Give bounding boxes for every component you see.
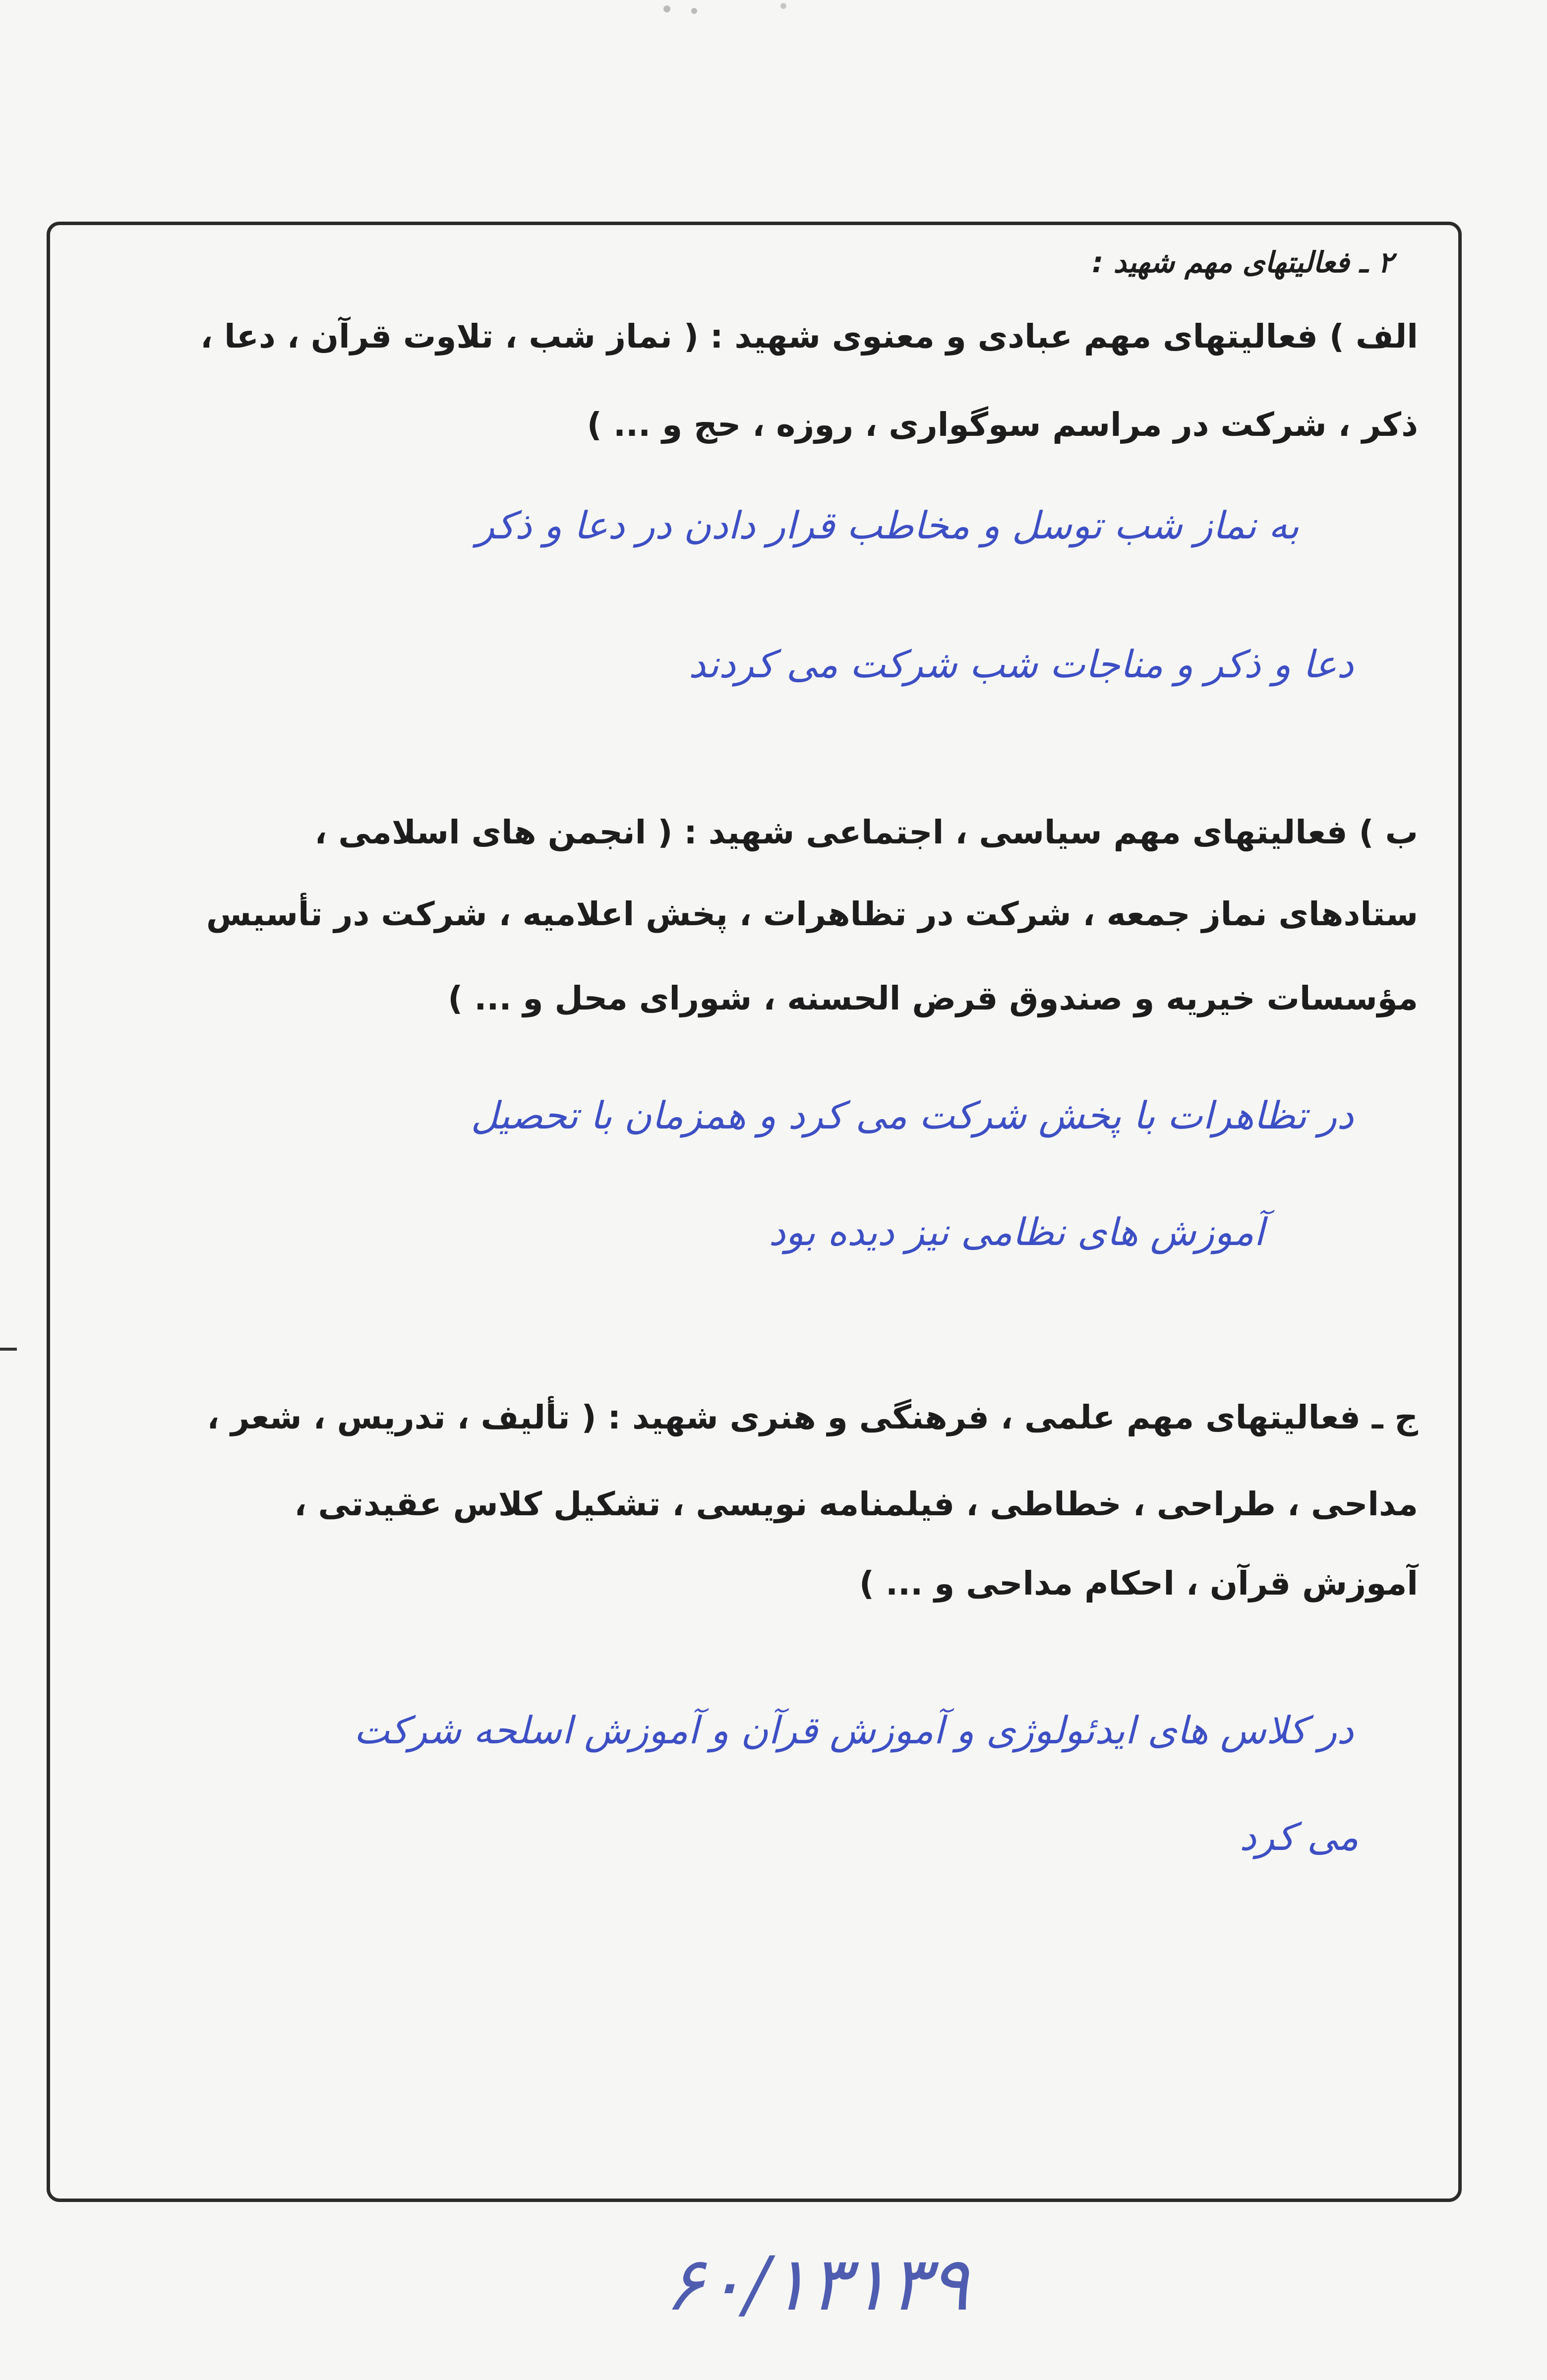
handwritten-answer-b-2: آموزش های نظامی نیز دیده بود xyxy=(769,1210,1264,1254)
handwritten-answer-c-1: در کلاس های ایدئولوژی و آموزش قرآن و آموزش اسلحه شرکت xyxy=(354,1708,1354,1752)
handwritten-answer-c-2: می کرد xyxy=(1239,1815,1359,1859)
margin-tick xyxy=(0,1348,17,1351)
section-a-line-2: ذکر ، شرکت در مراسم سوگواری ، روزه ، حج و ... ) xyxy=(587,406,1418,444)
section-b-line-2: ستادهای نماز جمعه ، شرکت در تظاهرات ، پخش اعلامیه ، شرکت در تأسیس xyxy=(206,895,1418,933)
section-heading: ۲ ـ فعالیتهای مهم شهید : xyxy=(1092,245,1393,279)
section-b-line-3: مؤسسات خیریه و صندوق قرض الحسنه ، شورای محل و ... ) xyxy=(448,979,1418,1017)
section-b-line-1: ب ) فعالیتهای مهم سیاسی ، اجتماعی شهید : ( انجمن های اسلامی ، xyxy=(314,813,1418,851)
punch-hole-marks xyxy=(645,0,803,20)
section-a-line-1: الف ) فعالیتهای مهم عبادی و معنوی شهید : ( نماز شب ، تلاوت قرآن ، دعا ، xyxy=(200,317,1418,356)
handwritten-answer-a-2: دعا و ذکر و مناجات شب شرکت می کردند xyxy=(688,642,1354,686)
section-c-line-3: آموزش قرآن ، احکام مداحی و ... ) xyxy=(859,1564,1418,1603)
page-number: ۶۰/۱۳۱۳۹ xyxy=(664,2241,969,2327)
handwritten-answer-a-1: به نماز شب توسل و مخاطب قرار دادن در دعا و ذکر xyxy=(476,503,1299,547)
section-c-line-1: ج ـ فعالیتهای مهم علمی ، فرهنگی و هنری شهید : ( تألیف ، تدریس ، شعر ، xyxy=(207,1398,1418,1436)
handwritten-answer-b-1: در تظاهرات با پخش شرکت می کرد و همزمان با تحصیل xyxy=(471,1093,1354,1137)
section-c-line-2: مداحی ، طراحی ، خطاطی ، فیلمنامه نویسی ، تشکیل کلاس عقیدتی ، xyxy=(294,1485,1418,1523)
